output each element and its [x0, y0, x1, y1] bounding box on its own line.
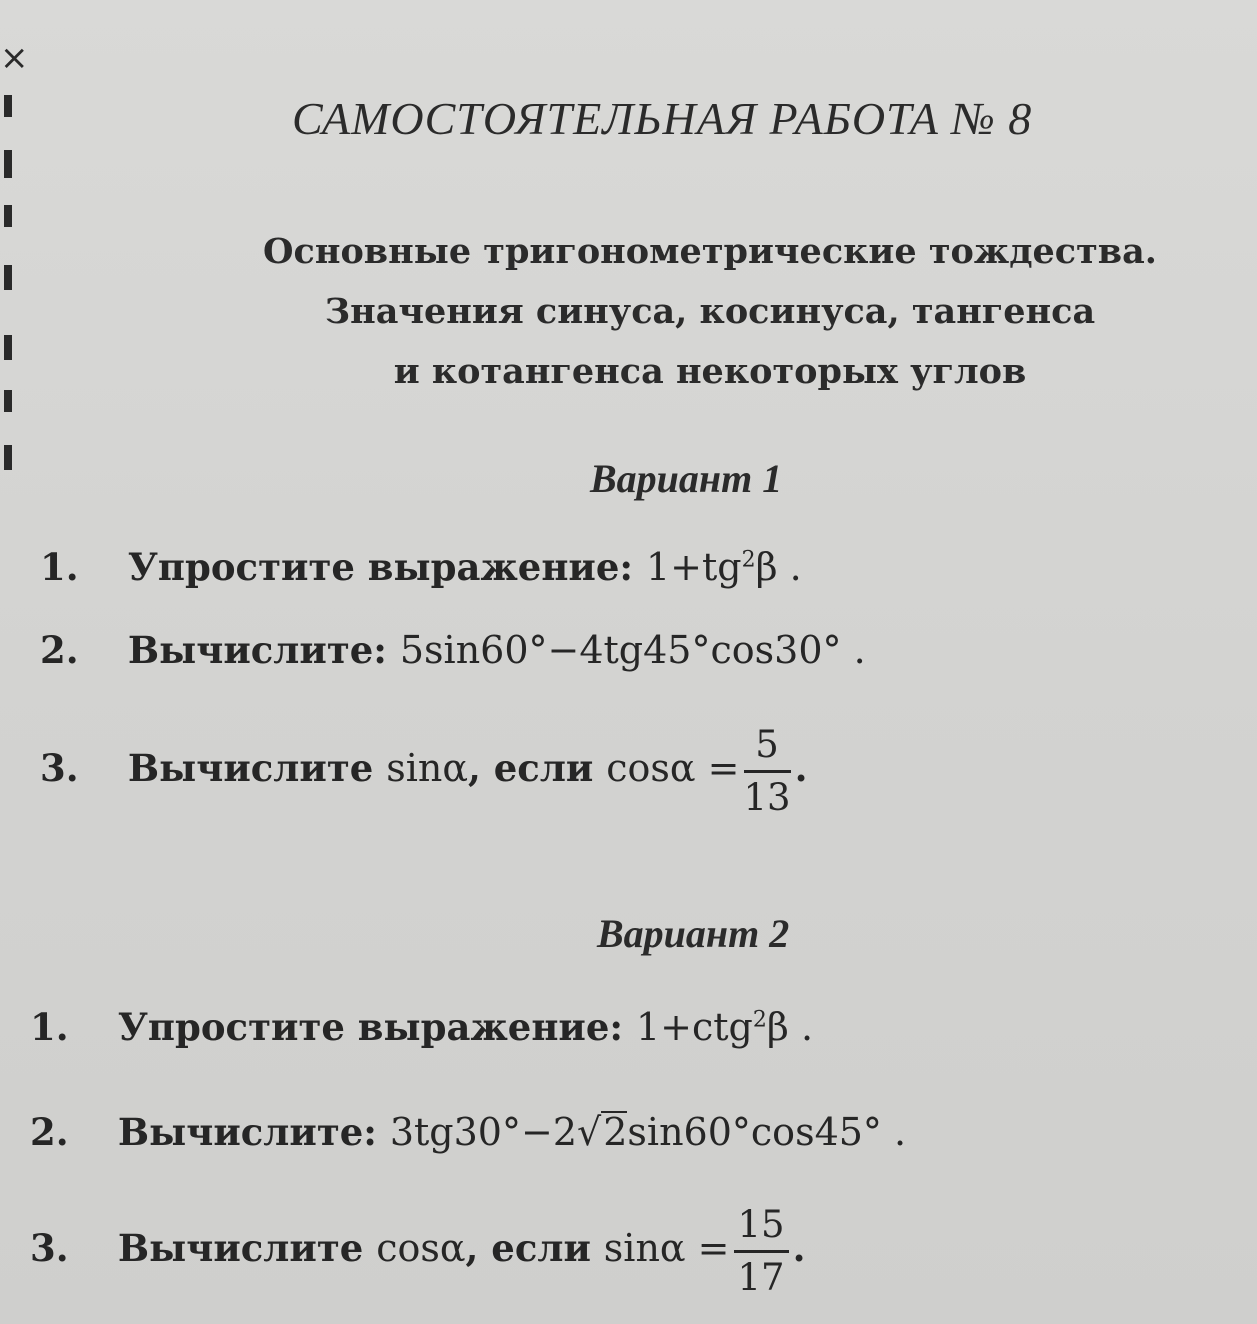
v1-task-2: [40, 628, 866, 672]
task-text: Вычислите: [117, 1226, 364, 1270]
fraction: $\frac{5}{13}$: [744, 720, 791, 823]
task-number: 1.: [30, 1005, 69, 1049]
v2-task-3: 3. Вычислите cosα, если sinα = $\frac{15}{17}$ .: [30, 1200, 806, 1303]
task-number: 2.: [30, 1110, 69, 1154]
task-text: Вычислите:: [127, 628, 387, 672]
task-text: Упростите выражение:: [127, 545, 634, 589]
task-number: 1.: [40, 545, 79, 589]
task-expression: 3tg30°−2√2sin60°cos45° .: [389, 1110, 907, 1154]
topic-line-1: Основные тригонометрические тождества.: [263, 231, 1157, 272]
task-expression: cosα: [376, 1226, 466, 1270]
variant-2-heading: Вариант 2: [597, 911, 790, 956]
topic-heading: [180, 222, 1240, 402]
sqrt-symbol: √: [577, 1110, 602, 1154]
task-expression: 5sin60°−4tg45°cos30° .: [399, 628, 866, 672]
task-expression: sinα: [386, 746, 468, 790]
task-text: Вычислите: [127, 746, 374, 790]
pen-mark-icon: ×: [0, 38, 29, 78]
v1-task-1: [40, 545, 802, 589]
task-expression: 1+ctg$^2$β .: [635, 1005, 814, 1049]
fraction: $\frac{15}{17}$: [734, 1200, 789, 1303]
task-number: 3.: [40, 746, 79, 790]
topic-line-2: Значения синуса, косинуса, тангенса: [324, 291, 1096, 332]
margin-marks: [0, 40, 30, 560]
topic-line-3: и котангенса некоторых углов: [393, 351, 1027, 392]
page-title: САМОСТОЯТЕЛЬНАЯ РАБОТА № 8: [292, 93, 1033, 144]
v2-task-2: [30, 1110, 906, 1154]
variant-1-heading: Вариант 1: [590, 456, 783, 501]
v1-task-3: 3. Вычислите sinα, если cosα = $\frac{5}{13}$ .: [40, 720, 808, 823]
task-number: 2.: [40, 628, 79, 672]
task-expression: $1+tg^2\beta$ .: [645, 545, 802, 589]
task-text: Вычислите:: [117, 1110, 377, 1154]
task-number: 3.: [30, 1226, 69, 1270]
v2-task-1: [30, 1005, 813, 1049]
task-text: Упростите выражение:: [117, 1005, 624, 1049]
